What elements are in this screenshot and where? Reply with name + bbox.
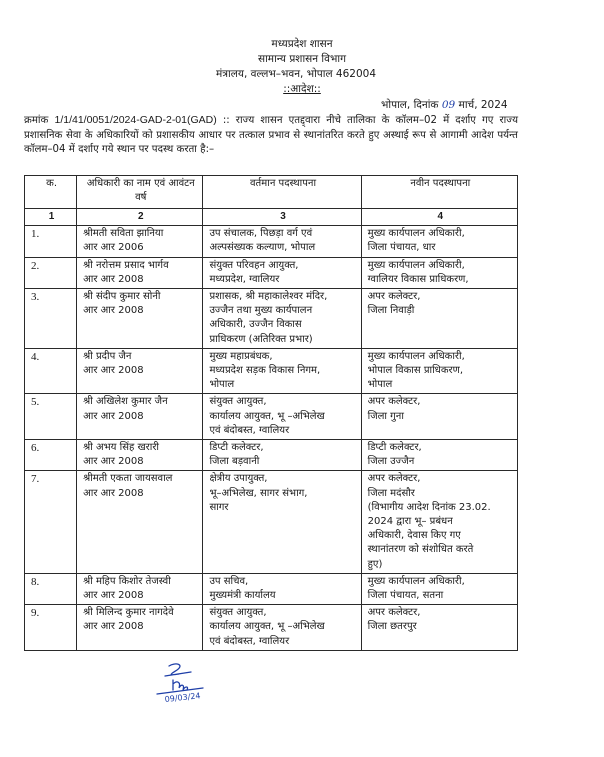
new-posting-line: जिला छतरपुर	[367, 621, 417, 633]
current-posting-line: उप सचिव,	[209, 575, 249, 587]
serial-number: 5.	[25, 394, 77, 440]
header-current-posting: वर्तमान पदस्थापना	[203, 176, 361, 209]
current-posting-line: जिला बड़वानी	[209, 456, 260, 468]
allotment-batch: आर आर 2008	[83, 487, 144, 499]
table-body	[25, 226, 518, 651]
new-posting-line: मुख्य कार्यपालन अधिकारी,	[367, 228, 465, 240]
allotment-batch: आर आर 2008	[83, 305, 144, 317]
current-posting-cell	[203, 348, 361, 394]
new-posting-line: 2024 द्वारा भू– प्रबंधन	[367, 516, 453, 528]
allotment-batch: आर आर 2008	[83, 621, 144, 633]
signature-date: 09/03/24	[164, 691, 201, 704]
table-row	[25, 348, 518, 394]
allotment-batch: आर आर 2008	[83, 410, 144, 422]
current-posting-line: प्राधिकरण (अतिरिक्त प्रभार)	[209, 333, 313, 345]
table-row	[25, 605, 518, 651]
current-posting-line: प्रशासक, श्री महाकालेश्वर मंदिर,	[209, 291, 328, 303]
allotment-batch: आर आर 2008	[83, 590, 144, 602]
signature-stroke	[165, 664, 191, 676]
header-serial: क.	[25, 176, 77, 209]
new-posting-line: भोपाल	[367, 379, 393, 391]
current-posting-line: मुख्यमंत्री कार्यालय	[209, 590, 276, 602]
current-posting-line: मुख्य महाप्रबंधक,	[209, 350, 273, 362]
new-posting-line: जिला मदंसौर	[367, 487, 415, 499]
handwritten-signature	[155, 660, 235, 704]
serial-number: 3.	[25, 289, 77, 349]
new-posting-cell	[361, 348, 517, 394]
current-posting-line: मध्यप्रदेश सड़क विकास निगम,	[209, 365, 321, 377]
new-posting-cell	[361, 605, 517, 651]
allotment-batch: आर आर 2008	[83, 456, 144, 468]
officer-cell	[77, 289, 203, 349]
new-posting-line: भोपाल विकास प्राधिकरण,	[367, 365, 464, 377]
new-posting-line: मुख्य कार्यपालन अधिकारी,	[367, 259, 465, 271]
serial-number: 1.	[25, 226, 77, 257]
current-posting-cell	[203, 605, 361, 651]
current-posting-cell	[203, 394, 361, 440]
current-posting-line: मध्यप्रदेश, ग्वालियर	[209, 273, 280, 285]
serial-number: 7.	[25, 471, 77, 573]
current-posting-line: एवं बंदोबस्त, ग्वालियर	[209, 424, 290, 436]
officer-cell	[77, 226, 203, 257]
current-posting-line: संयुक्त परिवहन आयुक्त,	[209, 259, 299, 271]
current-posting-line: अधिकारी, उज्जैन विकास	[209, 319, 302, 331]
officer-cell	[77, 440, 203, 471]
order-heading: ::आदेश::	[283, 83, 321, 95]
new-posting-line: अपर कलेक्टर,	[367, 291, 421, 303]
current-posting-line: भू–अभिलेख, सागर संभाग,	[209, 487, 308, 499]
department-address: मंत्रालय, वल्लभ–भवन, भोपाल 462004	[215, 68, 377, 80]
table-header-row	[25, 176, 518, 209]
order-intro-paragraph	[24, 113, 518, 158]
order-reference-number: 1/1/41/0051/2024-GAD-2-01(GAD)	[54, 114, 217, 126]
column-number: 3	[203, 209, 361, 226]
table-row	[25, 257, 518, 288]
new-posting-cell	[361, 394, 517, 440]
header-new-posting: नवीन पदस्थापना	[361, 176, 517, 209]
current-posting-cell	[203, 226, 361, 257]
dateline-suffix: मार्च, 2024	[455, 99, 508, 111]
new-posting-line: अपर कलेक्टर,	[367, 396, 421, 408]
serial-number: 2.	[25, 257, 77, 288]
new-posting-line: डिप्टी कलेक्टर,	[367, 442, 422, 454]
new-posting-cell	[361, 471, 517, 573]
allotment-batch: आर आर 2008	[83, 365, 144, 377]
current-posting-line: क्षेत्रीय उपायुक्त,	[209, 473, 268, 485]
new-posting-line: स्थानांतरण को संशोधित करते	[367, 544, 474, 556]
new-posting-cell	[361, 257, 517, 288]
serial-number: 9.	[25, 605, 77, 651]
current-posting-cell	[203, 440, 361, 471]
ref-label: क्रमांक	[24, 115, 55, 126]
current-posting-line: संयुक्त आयुक्त,	[209, 607, 267, 619]
new-posting-line: ग्वालियर विकास प्राधिकरण,	[367, 273, 469, 285]
current-posting-cell	[203, 573, 361, 604]
allotment-batch: आर आर 2008	[83, 273, 144, 285]
column-number: 4	[361, 209, 517, 226]
new-posting-line: अपर कलेक्टर,	[367, 607, 421, 619]
column-number: 2	[77, 209, 203, 226]
serial-number: 6.	[25, 440, 77, 471]
officer-cell	[77, 348, 203, 394]
current-posting-line: संयुक्त आयुक्त,	[209, 396, 267, 408]
table-row	[25, 573, 518, 604]
new-posting-line: अपर कलेक्टर,	[367, 473, 421, 485]
table-row	[25, 394, 518, 440]
officer-name: श्री महिप किशोर तेजस्वी	[83, 575, 171, 587]
current-posting-line: सागर	[209, 501, 229, 513]
current-posting-line: भोपाल	[209, 379, 235, 391]
officer-cell	[77, 573, 203, 604]
officer-name: श्री प्रदीप जैन	[83, 350, 132, 362]
transfer-table	[24, 175, 518, 651]
current-posting-line: डिप्टी कलेक्टर,	[209, 442, 264, 454]
table-row	[25, 471, 518, 573]
new-posting-line: जिला निवाड़ी	[367, 305, 415, 317]
current-posting-line: अल्पसंख्यक कल्याण, भोपाल	[209, 242, 316, 254]
order-dateline	[381, 98, 508, 112]
new-posting-line: हुए)	[367, 558, 383, 570]
officer-name: श्रीमती सविता झानिया	[83, 228, 164, 240]
new-posting-line: मुख्य कार्यपालन अधिकारी,	[367, 350, 465, 362]
new-posting-line: (विभागीय आदेश दिनांक 23.02.	[367, 501, 491, 513]
new-posting-cell	[361, 440, 517, 471]
officer-name: श्री नरोत्तम प्रसाद भार्गव	[83, 259, 169, 271]
current-posting-cell	[203, 257, 361, 288]
officer-cell	[77, 471, 203, 573]
serial-number: 4.	[25, 348, 77, 394]
current-posting-line: उप संचालक, पिछड़ा वर्ग एवं	[209, 228, 313, 240]
column-number: 1	[25, 209, 77, 226]
current-posting-line: उज्जैन तथा मुख्य कार्यपालन	[209, 305, 313, 317]
dateline-prefix: भोपाल, दिनांक	[381, 99, 442, 111]
govt-name: मध्यप्रदेश शासन	[271, 38, 333, 50]
table-row	[25, 289, 518, 349]
current-posting-cell	[203, 289, 361, 349]
new-posting-line: जिला पंचायत, धार	[367, 242, 436, 254]
new-posting-cell	[361, 573, 517, 604]
table-row	[25, 440, 518, 471]
new-posting-line: जिला उज्जैन	[367, 456, 415, 468]
new-posting-cell	[361, 289, 517, 349]
header-officer-name: अधिकारी का नाम एवं आवंटन वर्ष	[77, 176, 203, 209]
officer-cell	[77, 257, 203, 288]
handwritten-day: 09	[441, 99, 456, 111]
serial-number: 8.	[25, 573, 77, 604]
new-posting-line: जिला पंचायत, सतना	[367, 590, 444, 602]
signature-stroke	[173, 680, 188, 690]
current-posting-line: कार्यालय आयुक्त, भू –अभिलेख	[209, 621, 325, 633]
order-text: :: राज्य शासन एतद्द्वारा नीचे तालिका के कॉलम–02 में दर्शाए गए राज्य प्रशासनिक सेवा के अधिकारियों को प्रशासकीय आधार पर तत्काल प्रभाव से स्थानांतरित करते हुए अस्थाई रूप से आगामी आदेश पर्यन्त कॉलम–04 में दर्शाए गये स्थान पर पदस्थ करता है:–	[24, 115, 518, 155]
allotment-batch: आर आर 2006	[83, 242, 144, 254]
officer-cell	[77, 394, 203, 440]
officer-name: श्री अभय सिंह खरारी	[83, 442, 160, 454]
current-posting-line: कार्यालय आयुक्त, भू –अभिलेख	[209, 410, 325, 422]
new-posting-line: अधिकारी, देवास किए गए	[367, 530, 461, 542]
officer-name: श्री अखिलेश कुमार जैन	[83, 396, 168, 408]
current-posting-line: एवं बंदोबस्त, ग्वालियर	[209, 635, 290, 647]
officer-cell	[77, 605, 203, 651]
column-number-row	[25, 209, 518, 226]
officer-name: श्री मिलिन्द कुमार नागदेवे	[83, 607, 174, 619]
department-name: सामान्य प्रशासन विभाग	[257, 53, 346, 65]
officer-name: श्री संदीप कुमार सोनी	[83, 291, 161, 303]
officer-name: श्रीमती एकता जायसवाल	[83, 473, 173, 485]
new-posting-line: मुख्य कार्यपालन अधिकारी,	[367, 575, 465, 587]
table-row	[25, 226, 518, 257]
new-posting-line: जिला गुना	[367, 410, 404, 422]
current-posting-cell	[203, 471, 361, 573]
new-posting-cell	[361, 226, 517, 257]
